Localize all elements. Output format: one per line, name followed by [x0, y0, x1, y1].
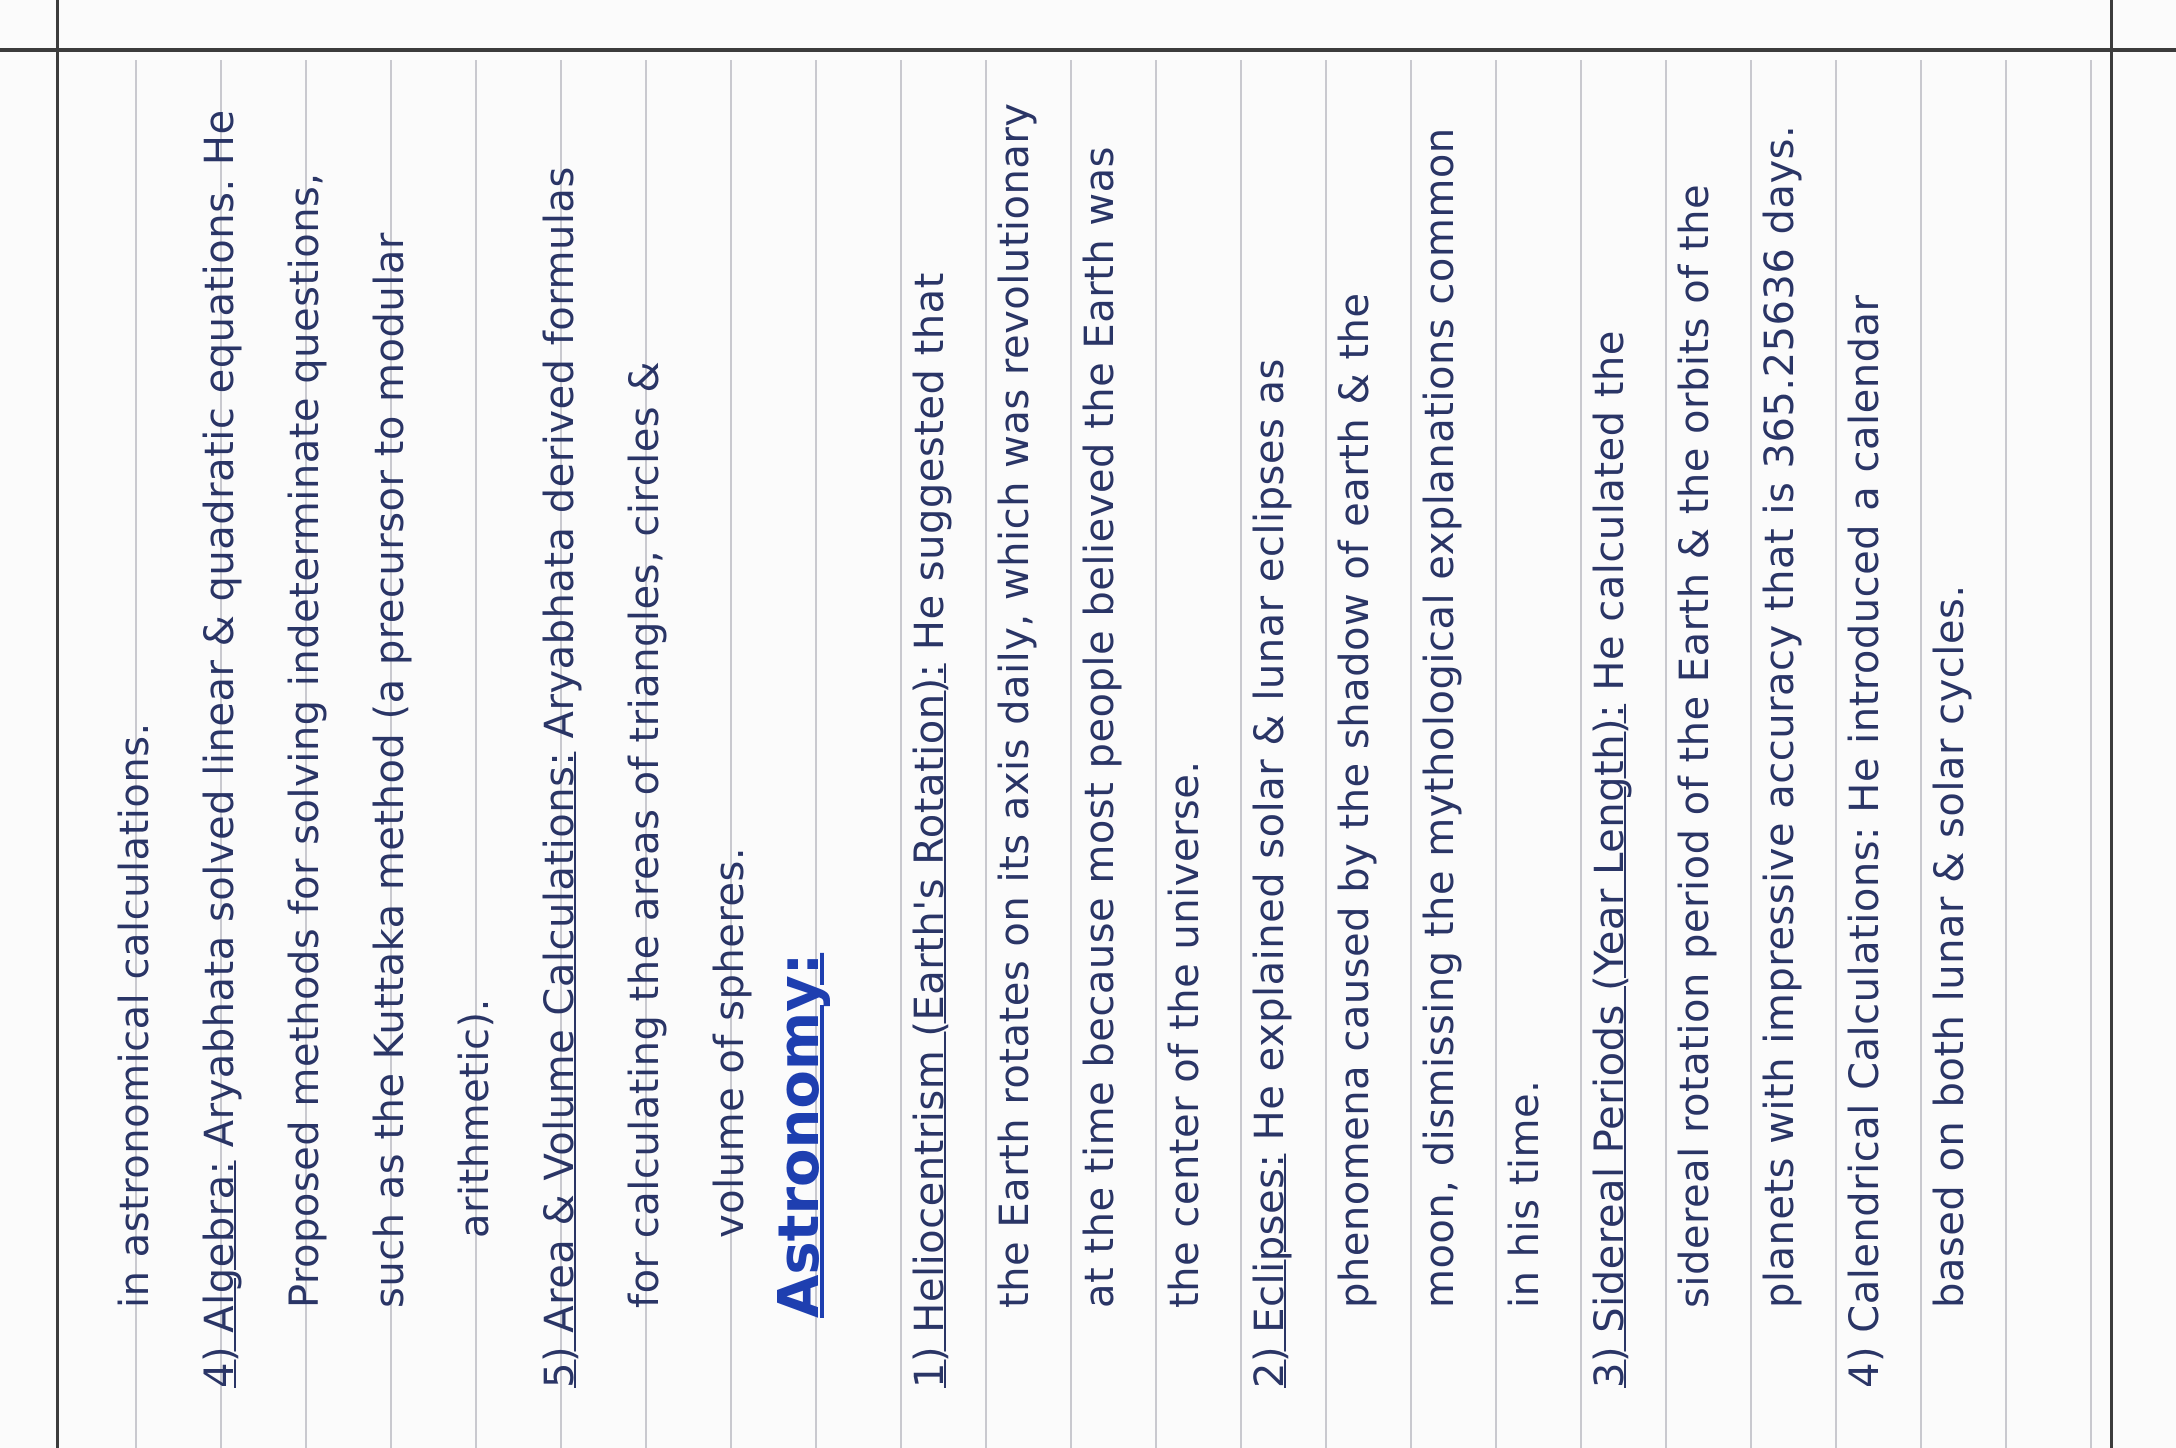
- note-line: [1240, 358, 1300, 1388]
- note-text: Aryabhata solved linear & quadratic equations. He: [197, 109, 243, 1161]
- note-text: He explained solar & lunar eclipses as: [1247, 358, 1293, 1154]
- note-line: for calculating the areas of triangles, circles &: [622, 360, 668, 1308]
- note-line: volume of spheres.: [707, 846, 753, 1238]
- note-line: [530, 166, 590, 1388]
- note-line: moon, dismissing the mythological explanations common: [1417, 127, 1463, 1308]
- note-line: arithmetic).: [452, 998, 498, 1238]
- note-text: He suggested that: [907, 272, 953, 664]
- heading-astronomy: Astronomy:: [767, 952, 832, 1318]
- note-text: He introduced a calendar: [1842, 294, 1888, 826]
- note-line: in his time.: [1502, 1079, 1548, 1308]
- section-label-area-volume: 5) Area & Volume Calculations:: [537, 751, 583, 1388]
- section-label-algebra: 4) Algebra:: [197, 1160, 243, 1388]
- note-line: sidereal rotation period of the Earth & the orbits of the: [1672, 183, 1718, 1308]
- section-label-eclipses: 2) Eclipses:: [1247, 1153, 1293, 1388]
- note-line: [1580, 330, 1640, 1388]
- note-line: [190, 109, 250, 1388]
- note-line: such as the Kuttaka method (a precursor to modular: [367, 232, 413, 1308]
- note-line: [1835, 295, 1895, 1388]
- note-text: Aryabhata derived formulas: [537, 166, 583, 752]
- note-line: planets with impressive accuracy that is 365.25636 days.: [1757, 124, 1803, 1308]
- note-line: the Earth rotates on its axis daily, which was revolutionary: [992, 102, 1038, 1308]
- note-line: at the time because most people believed the Earth was: [1077, 146, 1123, 1308]
- section-label-heliocentrism: 1) Heliocentrism (Earth's Rotation):: [907, 663, 953, 1388]
- section-label-calendrical: 4) Calendrical Calculations:: [1842, 825, 1888, 1388]
- note-line: Proposed methods for solving indeterminate questions,: [282, 172, 328, 1308]
- note-text: He calculated the: [1587, 330, 1633, 704]
- note-line: [900, 272, 960, 1388]
- section-label-sidereal: 3) Sidereal Periods (Year Length):: [1587, 703, 1633, 1388]
- note-line: the center of the universe.: [1162, 760, 1208, 1308]
- note-line: in astronomical calculations.: [112, 722, 158, 1308]
- note-line: based on both lunar & solar cycles.: [1927, 584, 1973, 1308]
- note-line: phenomena caused by the shadow of earth & the: [1332, 292, 1378, 1308]
